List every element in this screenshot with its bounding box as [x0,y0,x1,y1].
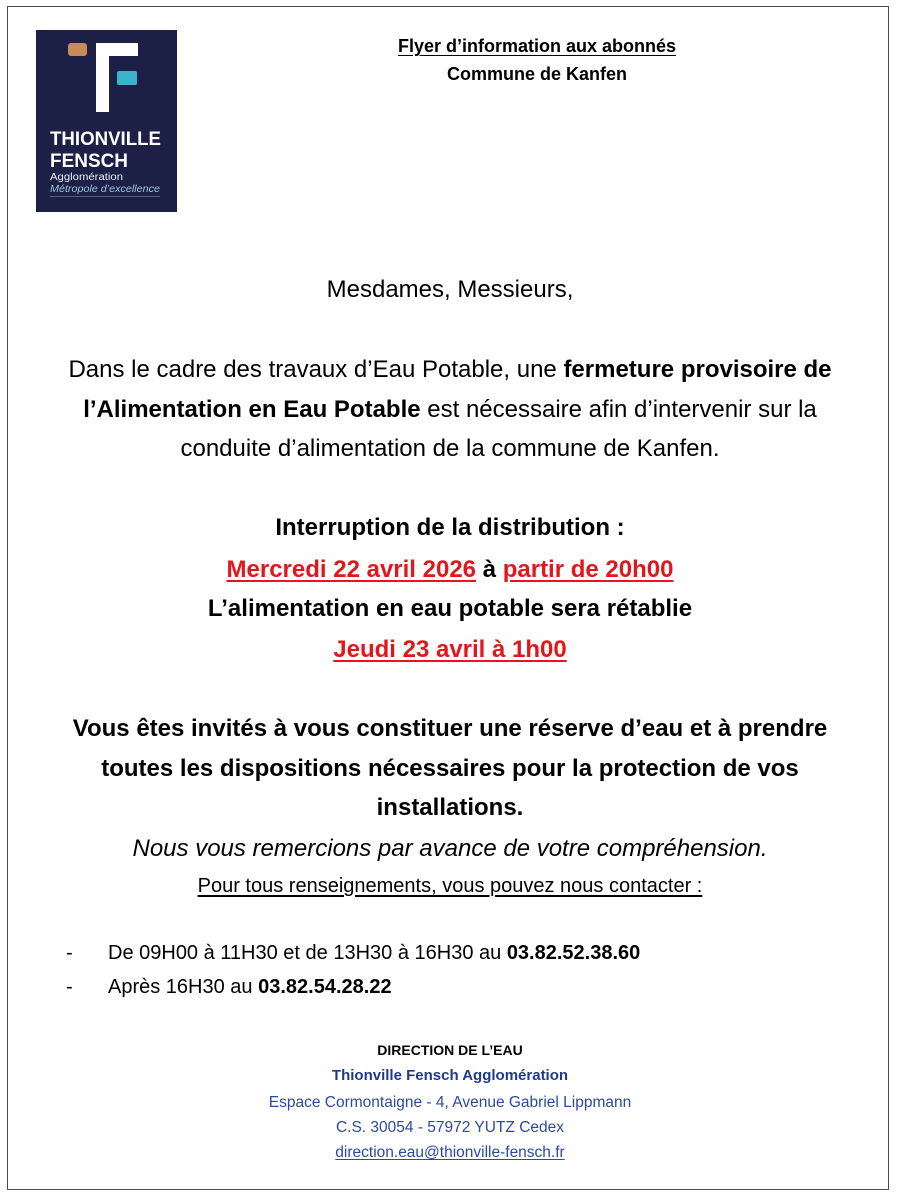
logo-orange-block [68,43,87,56]
restore-text: L’alimentation en eau potable sera rétablie [207,595,693,622]
footer-postal: C.S. 30054 - 57972 YUTZ Cedex [335,1119,565,1136]
commune-name: Commune de Kanfen [446,64,628,84]
contact-intro: Pour tous renseignements, vous pouvez nous contacter : [197,875,703,897]
interruption-start-time: partir de 20h00 [502,556,674,583]
logo-text-tagline: Métropole d’excellence [50,184,161,195]
contact-item-1 [108,940,640,966]
logo-text-agglomeration: Agglomération [50,172,123,183]
thanks-line: Nous vous remercions par avance de votre compréhension. [132,835,768,862]
logo-text-thionville: THIONVILLE [50,129,161,150]
footer-department: DIRECTION DE L’EAU [377,1042,523,1058]
footer-email-link[interactable]: direction.eau@thionville-fensch.fr [335,1144,565,1161]
interruption-heading: Interruption de la distribution : [275,514,625,541]
intro-line-3: conduite d’alimentation de la commune de Kanfen. [180,435,720,462]
intro-line-2-text: est nécessaire afin d’intervenir sur la [420,396,817,423]
logo-t-stem [96,43,109,112]
contact-phone-2: 03.82.54.28.22 [258,976,392,998]
thionville-fensch-logo [36,30,177,212]
advice-line-1: Vous êtes invités à vous constituer une réserve d’eau et à prendre [72,715,828,742]
intro-line-1-bold: fermeture provisoire de [563,356,832,383]
contact-intro-line [0,873,900,899]
intro-line-2-bold: l’Alimentation en Eau Potable [83,396,421,423]
logo-teal-block [117,71,137,85]
interruption-connector: à [476,556,503,583]
contact-bullet-2: - [66,976,73,998]
restore-date: Jeudi 23 avril à 1h00 [333,636,567,663]
footer-email-line [0,1143,900,1163]
logo-text-fensch: FENSCH [50,151,128,172]
advice-line-2: toutes les dispositions nécessaires pour la protection de vos [101,755,799,782]
intro-line-2 [0,394,900,426]
intro-line-1 [0,354,900,386]
footer-organization: Thionville Fensch Agglomération [331,1067,569,1084]
interruption-start [0,554,900,586]
contact-phone-1: 03.82.52.38.60 [506,942,641,964]
contact-item-1-text: De 09H00 à 11H30 et de 13H30 à 16H30 au [108,942,507,964]
contact-bullet-1: - [66,942,73,964]
logo-graphic [36,30,177,212]
footer-address: Espace Cormontaigne - 4, Avenue Gabriel Lippmann [268,1094,632,1111]
restore-date-line [0,634,900,666]
contact-item-2-text: Après 16H30 au [108,976,259,998]
logo-underline [50,196,160,197]
advice-line-3: installations. [376,794,524,821]
flyer-title: Flyer d’information aux abonnés [397,36,677,56]
greeting: Mesdames, Messieurs, [326,276,574,303]
contact-item-2 [108,974,392,1000]
intro-line-1-text: Dans le cadre des travaux d’Eau Potable, une [68,356,564,383]
interruption-start-date: Mercredi 22 avril 2026 [226,556,477,583]
